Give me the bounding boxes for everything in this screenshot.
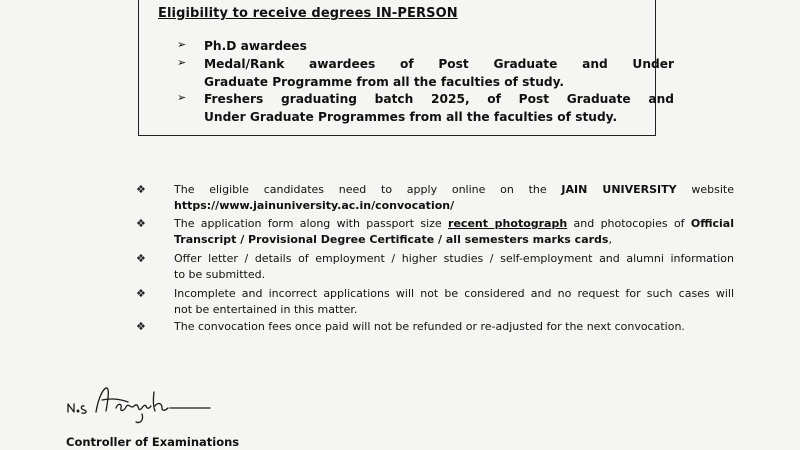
diamond-bullet-icon: ❖ <box>136 217 146 230</box>
diamond-bullet-icon: ❖ <box>136 287 146 300</box>
arrow-bullet-icon: ➢ <box>177 56 187 69</box>
note-text: The eligible candidates need to apply online on the JAIN UNIVERSITY website https://www.jainuniversity.ac.in/convocation/ <box>174 183 734 212</box>
arrow-bullet-icon: ➢ <box>177 91 187 104</box>
eligibility-item-text: Freshers graduating batch 2025, of Post Graduate and Under Graduate Programmes from all the faculties of study. <box>204 92 674 124</box>
diamond-bullet-icon: ❖ <box>136 320 146 333</box>
note-text: Incomplete and incorrect applications will not be considered and no request for such cases will not be entertained in this matter. <box>174 287 734 316</box>
eligibility-title: Eligibility to receive degrees IN-PERSON <box>158 6 458 21</box>
signer-title: Controller of Examinations <box>66 435 240 449</box>
note-text: The convocation fees once paid will not be refunded or re-adjusted for the next convocation. <box>174 320 685 333</box>
diamond-bullet-icon: ❖ <box>136 252 146 265</box>
note-text: Offer letter / details of employment / higher studies / self-employment and alumni information to be submitted. <box>174 252 734 281</box>
diamond-bullet-icon: ❖ <box>136 183 146 196</box>
eligibility-item-text: Ph.D awardees <box>204 39 307 53</box>
eligibility-item-text: Medal/Rank awardees of Post Graduate and Under Graduate Programme from all the faculties of study. <box>204 57 674 89</box>
eligibility-box <box>138 0 674 136</box>
arrow-bullet-icon: ➢ <box>177 38 187 51</box>
handwritten-signature <box>62 378 222 428</box>
note-text: The application form along with passport size recent photograph and photocopies of Official Transcript / Provisional Degree Certificate / all semesters marks cards, <box>174 217 734 246</box>
